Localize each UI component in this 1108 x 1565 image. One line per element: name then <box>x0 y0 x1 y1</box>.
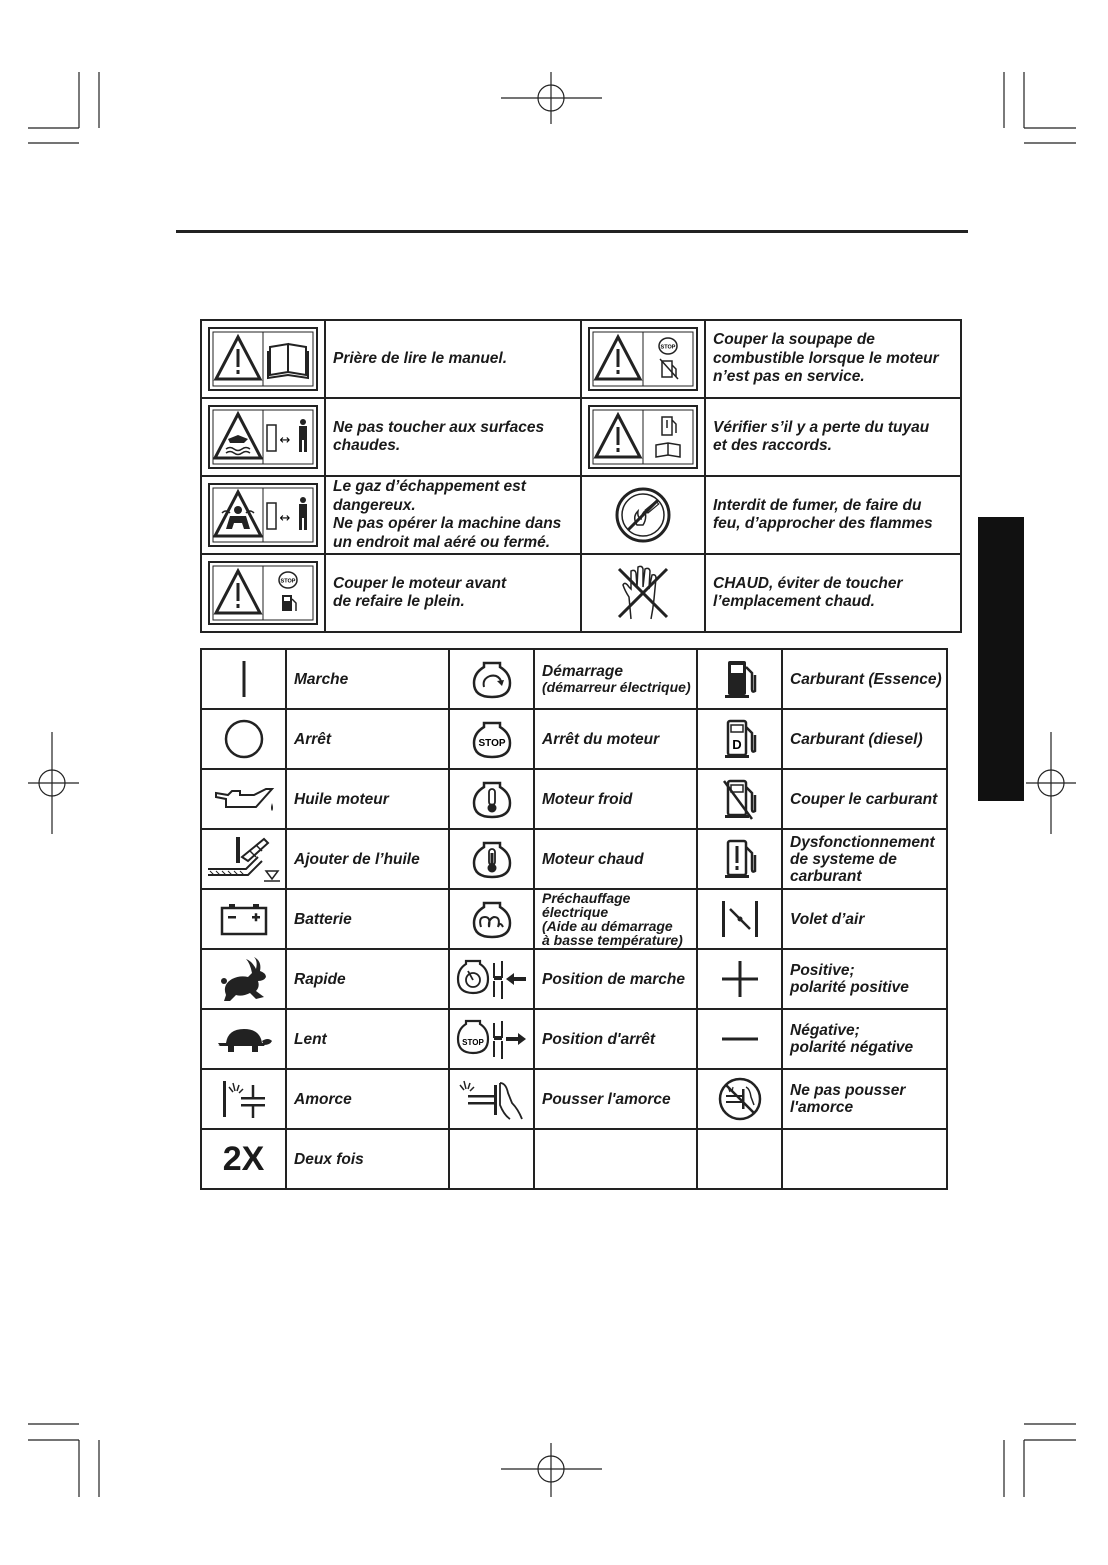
table-row <box>201 829 947 889</box>
fuel-diesel-icon <box>697 709 782 769</box>
symbol-label: Position de marche <box>534 949 697 1009</box>
warning-read-manual-icon <box>201 320 325 398</box>
run-line-icon <box>201 649 286 709</box>
symbol-label: Moteur froid <box>534 769 697 829</box>
hot-no-touch-icon <box>581 554 705 632</box>
stop-position-icon <box>449 1009 534 1069</box>
table-row <box>201 1129 947 1189</box>
header-rule <box>176 230 968 233</box>
svg-text:STOP: STOP <box>461 1038 484 1047</box>
symbol-label: Carburant (diesel) <box>782 709 947 769</box>
warning-check-hoses-icon <box>581 398 705 476</box>
svg-text:↔: ↔ <box>279 511 291 526</box>
table-row <box>201 476 961 554</box>
primer-icon <box>201 1069 286 1129</box>
symbol-label: Ajouter de l’huile <box>286 829 449 889</box>
symbol-label: Pousser l'amorce <box>534 1069 697 1129</box>
symbol-label: Rapide <box>286 949 449 1009</box>
warning-exhaust-gas-icon <box>201 476 325 554</box>
symbol-label: Démarrage (démarreur électrique) <box>534 649 697 709</box>
plus-icon <box>697 949 782 1009</box>
engine-hot-icon <box>449 829 534 889</box>
empty-cell <box>782 1129 947 1189</box>
table-row <box>201 554 961 632</box>
engine-cold-icon <box>449 769 534 829</box>
symbol-label: Huile moteur <box>286 769 449 829</box>
warning-text: CHAUD, éviter de toucher l’emplacement chaud. <box>705 554 961 632</box>
symbol-label: Amorce <box>286 1069 449 1129</box>
symbol-label: Arrêt <box>286 709 449 769</box>
push-primer-icon <box>449 1069 534 1129</box>
table-row <box>201 769 947 829</box>
minus-icon <box>697 1009 782 1069</box>
twice-glyph: 2X <box>222 1139 265 1178</box>
empty-cell <box>449 1129 534 1189</box>
table-row <box>201 949 947 1009</box>
table-row <box>201 1069 947 1129</box>
empty-cell <box>697 1129 782 1189</box>
symbol-label: Position d'arrêt <box>534 1009 697 1069</box>
section-tab-marker <box>978 517 1024 801</box>
symbol-label: Moteur chaud <box>534 829 697 889</box>
table-row <box>201 709 947 769</box>
table-row <box>201 320 961 398</box>
warning-text: Ne pas toucher aux surfaces chaudes. <box>325 398 581 476</box>
preheat-icon <box>449 889 534 949</box>
symbol-label: Deux fois <box>286 1129 449 1189</box>
warning-stop-before-refuel-icon <box>201 554 325 632</box>
battery-icon <box>201 889 286 949</box>
table-row <box>201 1009 947 1069</box>
symbol-label: Préchauffage électrique (Aide au démarrage à basse température) <box>534 889 697 949</box>
svg-text:↔: ↔ <box>279 433 291 448</box>
symbols-table <box>200 648 948 1190</box>
warning-text: Couper le moteur avant de refaire le plein. <box>325 554 581 632</box>
symbol-label: Batterie <box>286 889 449 949</box>
symbol-label: Volet d’air <box>782 889 947 949</box>
empty-cell <box>534 1129 697 1189</box>
svg-text:STOP: STOP <box>280 578 296 585</box>
warning-text: Prière de lire le manuel. <box>325 320 581 398</box>
warning-labels-table <box>200 319 962 633</box>
symbol-label: Positive; polarité positive <box>782 949 947 1009</box>
oil-can-icon <box>201 769 286 829</box>
fuel-off-icon <box>697 769 782 829</box>
symbol-label: Arrêt du moteur <box>534 709 697 769</box>
stop-circle-icon <box>201 709 286 769</box>
engine-stop-icon <box>449 709 534 769</box>
choke-icon <box>697 889 782 949</box>
turtle-icon <box>201 1009 286 1069</box>
warning-text: Interdit de fumer, de faire du feu, d’approcher des flammes <box>705 476 961 554</box>
no-push-primer-icon <box>697 1069 782 1129</box>
fuel-malfunction-icon <box>697 829 782 889</box>
fuel-pump-icon <box>697 649 782 709</box>
svg-text:STOP: STOP <box>660 344 676 351</box>
twice-icon <box>201 1129 286 1189</box>
warning-text: Vérifier s’il y a perte du tuyau et des raccords. <box>705 398 961 476</box>
symbol-label: Ne pas pousser l'amorce <box>782 1069 947 1129</box>
symbol-label: Couper le carburant <box>782 769 947 829</box>
svg-text:D: D <box>731 737 742 752</box>
symbol-label: Négative; polarité négative <box>782 1009 947 1069</box>
engine-start-icon <box>449 649 534 709</box>
symbol-label: Lent <box>286 1009 449 1069</box>
run-position-icon <box>449 949 534 1009</box>
symbol-label: Marche <box>286 649 449 709</box>
no-smoking-icon <box>581 476 705 554</box>
table-row <box>201 398 961 476</box>
symbol-label: Dysfonctionnement de systeme de carburant <box>782 829 947 889</box>
table-row <box>201 649 947 709</box>
warning-text: Le gaz d’échappement est dangereux. Ne pas opérer la machine dans un endroit mal aéré ou fermé. <box>325 476 581 554</box>
symbol-label: Carburant (Essence) <box>782 649 947 709</box>
svg-text:STOP: STOP <box>477 738 506 749</box>
warning-hot-surface-icon <box>201 398 325 476</box>
warning-fuel-valve-off-icon <box>581 320 705 398</box>
warning-text: Couper la soupape de combustible lorsque le moteur n’est pas en service. <box>705 320 961 398</box>
rabbit-icon <box>201 949 286 1009</box>
add-oil-icon <box>201 829 286 889</box>
table-row <box>201 889 947 949</box>
